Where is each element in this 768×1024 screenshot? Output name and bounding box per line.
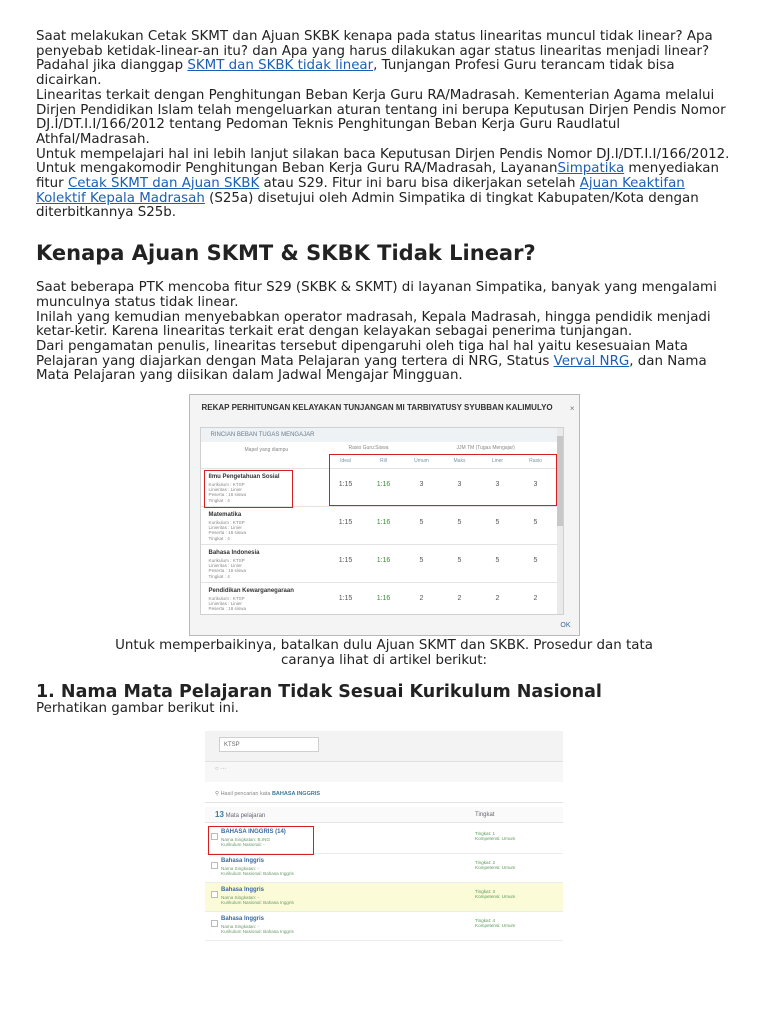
- value-rasio: 5: [533, 519, 538, 527]
- value-maks: 5: [457, 557, 462, 565]
- subject-level: [475, 831, 515, 842]
- intro-p2-text-after: , Tunjangan Profesi Guru terancam tidak bisa dicairkan.: [36, 58, 675, 89]
- filter-bar: [205, 762, 563, 782]
- section2-paragraph-1: Perhatikan gambar berikut ini.: [36, 701, 239, 717]
- section1-p3-a: Dari pengamatan penulis, linearitas tersebut dipengaruhi oleh tiga hal hal yaitu kesesuaian Mata Pelajaran yang diajarkan dengan Mata Pelajaran yang tertera di NRG, Status: [36, 338, 688, 369]
- section1-p3-b: , dan Nama Mata Pelajaran yang diisikan dalam Jadwal Mengajar Mingguan.: [36, 353, 707, 384]
- meta-line: Peserta : 16 siswa: [208, 492, 247, 498]
- level-line: Kompetensi: Umum: [475, 865, 516, 871]
- search-prefix: Hasil pencarian kata: [220, 790, 272, 797]
- value-liner: 5: [495, 519, 500, 527]
- meta-line: Nama Singkatan: -: [221, 923, 260, 929]
- col-umum: Umum: [414, 458, 429, 465]
- level-line: Tingkat: 4: [475, 917, 496, 923]
- meta-line: Linieritas : Linier: [208, 563, 242, 569]
- value-umum: 2: [419, 595, 424, 603]
- subject-name: Bahasa Inggris: [221, 915, 265, 922]
- meta-line: Kurikulum : KTSP: [208, 558, 245, 564]
- intro-p5-c: atau S29. Fitur ini baru bisa dikerjakan setelah: [259, 176, 580, 192]
- result-count: 13: [215, 809, 224, 819]
- meta-line: Peserta : 16 siswa: [208, 606, 247, 612]
- table-row: [201, 544, 563, 583]
- intro-p2-text: Padahal jika dianggap: [36, 58, 188, 74]
- search-result-bar: [205, 785, 563, 803]
- meta-line: Kurikulum Nasional: -: [221, 841, 265, 847]
- level-line: Kompetensi: Umum: [475, 923, 516, 929]
- col-rill: Rill: [380, 458, 387, 465]
- col-ideal: Ideal: [340, 458, 351, 465]
- value-ideal: 1:15: [338, 595, 353, 603]
- value-umum: 5: [419, 519, 424, 527]
- list-item[interactable]: [205, 912, 563, 941]
- col-level: Tingkat: [475, 811, 495, 818]
- row-checkbox[interactable]: [211, 920, 218, 927]
- link-ajuan-keaktifan[interactable]: Ajuan Keaktifan Kolektif Kepala Madrasah: [36, 176, 685, 206]
- highlight-subject-box: [208, 826, 314, 855]
- value-rill: 1:16: [376, 519, 391, 527]
- curriculum-bar: [205, 731, 563, 762]
- rekap-screenshot: [189, 394, 580, 636]
- subject-name: Bahasa Inggris: [221, 886, 265, 893]
- curriculum-select[interactable]: KTSP: [219, 737, 319, 752]
- col-maks: Maks: [453, 458, 466, 465]
- meta-line: Kurikulum : KTSP: [208, 596, 245, 602]
- meta-line: Linieritas : Linier: [208, 601, 242, 607]
- meta-line: Peserta : 16 siswa: [208, 530, 247, 536]
- meta-line: Nama Singkatan: B.ING: [221, 836, 271, 842]
- subject-level: [475, 889, 515, 900]
- section-bar: RINCIAN BEBAN TUGAS MENGAJAR: [201, 428, 563, 442]
- meta-line: Linieritas : Linier: [208, 525, 242, 531]
- search-icon: ⚲: [215, 790, 221, 797]
- intro-paragraph-2: [36, 59, 732, 88]
- subject-name: Ilmu Pengetahuan Sosial: [208, 474, 280, 481]
- value-rasio: 2: [533, 595, 538, 603]
- subject-name: BAHASA INGGRIS (14): [221, 828, 286, 835]
- value-rill: 1:16: [376, 595, 391, 603]
- meta-line: Kurikulum Nasional: Bahasa Inggris: [221, 928, 294, 934]
- subject-meta: [221, 924, 294, 934]
- subject-name: Pendidikan Kewarganegaraan: [208, 588, 294, 595]
- section-heading-nama-mapel: 1. Nama Mata Pelajaran Tidak Sesuai Kurikulum Nasional: [36, 682, 602, 703]
- subject-meta: [209, 596, 247, 612]
- value-liner: 3: [495, 481, 500, 489]
- link-simpatika[interactable]: Simpatika: [557, 161, 625, 177]
- section1-paragraph-1: Saat beberapa PTK mencoba fitur S29 (SKBK & SKMT) di layanan Simpatika, banyak yang mengalami munculnya status tidak linear.: [36, 280, 717, 310]
- value-ideal: 1:15: [338, 519, 353, 527]
- col-liner: Liner: [491, 458, 504, 465]
- subject-meta: [209, 558, 247, 579]
- filter-chip[interactable]: ○ ···: [215, 765, 227, 772]
- intro-p5-b: menyediakan fitur: [36, 161, 719, 192]
- intro-paragraph-5: [36, 162, 732, 221]
- mapel-screenshot: [205, 731, 563, 966]
- group-header-subject: Mapel yang diampu: [244, 447, 289, 454]
- highlight-values-box: [329, 454, 557, 506]
- rekap-panel: [200, 427, 564, 615]
- meta-line: Kurikulum : KTSP: [208, 520, 245, 526]
- search-term: BAHASA INGGRIS: [271, 790, 321, 797]
- subject-name: Bahasa Indonesia: [208, 550, 260, 557]
- meta-line: Nama Singkatan: -: [221, 894, 260, 900]
- value-rill: 1:16: [376, 481, 391, 489]
- value-umum: 3: [419, 481, 424, 489]
- intro-paragraph-1: Saat melakukan Cetak SKMT dan Ajuan SKBK kenapa pada status linearitas muncul tidak linear? Apa penyebab ketidak-linear-an itu? dan Apa yang harus dilakukan agar status linearitas menjadi linear?: [36, 29, 713, 59]
- intro-p5-d: (S25a) disetujui oleh Admin Simpatika di tingkat Kabupaten/Kota dengan diterbitkannya S25b.: [36, 190, 699, 221]
- section1-paragraph-2: Inilah yang kemudian menyebabkan operator madrasah, Kepala Madrasah, hingga pendidik menjadi ketar-ketir. Karena linearitas terkait erat dengan kelayakan sebagai penerima tunjangan.: [36, 309, 711, 340]
- subject-meta: [209, 520, 247, 541]
- subject-level: [475, 918, 515, 929]
- value-ideal: 1:15: [338, 481, 353, 489]
- group-header-jtm: JJM TM (Tugas Mengajar): [456, 445, 515, 452]
- link-cetak-skmt[interactable]: Cetak SKMT dan Ajuan SKBK: [67, 176, 260, 192]
- intro-paragraph-3: Linearitas terkait dengan Penghitungan Beban Kerja Guru RA/Madrasah. Kementerian Agama melalui Dirjen Pendidikan Islam telah mengeluarkan aturan tentang ini berupa Keputusan Dirjen Pendis Nomor DJ.I/DT.I.I/166/2012 tentang Pedoman Teknis Penghitungan Beban Kerja Guru Raudlatul Athfal/Madrasah.: [36, 87, 726, 147]
- col-rasio: Rasio: [529, 458, 542, 465]
- list-item[interactable]: [205, 883, 563, 912]
- list-item[interactable]: [205, 854, 563, 883]
- scrollbar-thumb[interactable]: [557, 436, 563, 526]
- level-line: Kompetensi: Umum: [475, 894, 516, 900]
- value-maks: 2: [457, 595, 462, 603]
- value-ideal: 1:15: [338, 557, 353, 565]
- value-umum: 5: [419, 557, 424, 565]
- meta-line: Tingkat : 4: [208, 573, 230, 579]
- link-verval-nrg[interactable]: Verval NRG: [553, 353, 630, 369]
- meta-line: Nama Singkatan: -: [221, 865, 260, 871]
- group-header-ratio: Rasio Guru:Siswa: [348, 445, 389, 452]
- value-maks: 5: [457, 519, 462, 527]
- value-rasio: 5: [533, 557, 538, 565]
- subject-name: Bahasa Inggris: [221, 857, 265, 864]
- row-checkbox[interactable]: [211, 891, 218, 898]
- level-line: Tingkat: 3: [475, 888, 496, 894]
- meta-line: Peserta : 16 siswa: [208, 568, 247, 574]
- value-liner: 5: [495, 557, 500, 565]
- figure-caption: Untuk memperbaikinya, batalkan dulu Ajuan SKMT dan SKBK. Prosedur dan tata caranya lihat di artikel berikut:: [115, 638, 653, 669]
- highlight-subject-box: [204, 470, 293, 508]
- result-count-label: Mata pelajaran: [223, 812, 266, 819]
- value-rasio: 3: [533, 481, 538, 489]
- table-row: [201, 506, 563, 545]
- value-rill: 1:16: [376, 557, 391, 565]
- subject-meta: [221, 866, 294, 876]
- meta-line: Linieritas : Linier: [208, 487, 242, 493]
- value-liner: 2: [495, 595, 500, 603]
- intro-paragraph-4: Untuk mempelajari hal ini lebih lanjut silakan baca Keputusan Dirjen Pendis Nomor DJ.I/DT.I.I/166/2012.: [36, 146, 730, 162]
- close-icon[interactable]: ×: [569, 404, 575, 414]
- link-skmt-skbk-tidak-linear[interactable]: SKMT dan SKBK tidak linear: [187, 58, 374, 74]
- row-checkbox[interactable]: [211, 862, 218, 869]
- subject-meta: [221, 895, 294, 905]
- level-line: Tingkat: 1: [475, 830, 496, 836]
- subject-level: [475, 860, 515, 871]
- section-heading-kenapa: Kenapa Ajuan SKMT & SKBK Tidak Linear?: [36, 241, 536, 266]
- ok-button[interactable]: OK: [560, 622, 571, 630]
- subject-name: Matematika: [208, 512, 242, 519]
- meta-line: Kurikulum Nasional: Bahasa Inggris: [221, 899, 294, 905]
- level-line: Tingkat: 2: [475, 859, 496, 865]
- value-maks: 3: [457, 481, 462, 489]
- table-row: [201, 582, 563, 621]
- meta-line: Tingkat : 4: [208, 497, 230, 503]
- section1-paragraph-3: [36, 340, 732, 384]
- level-line: Kompetensi: Umum: [475, 836, 516, 842]
- meta-line: Kurikulum : KTSP: [208, 482, 245, 488]
- meta-line: Kurikulum Nasional: Bahasa Inggris: [221, 870, 294, 876]
- intro-p5-a: Untuk mengakomodir Penghitungan Beban Kerja Guru RA/Madrasah, Layanan: [36, 161, 558, 177]
- result-count-bar: [205, 807, 563, 823]
- meta-line: Tingkat : 4: [208, 535, 230, 541]
- rekap-title: REKAP PERHITUNGAN KELAYAKAN TUNJANGAN MI TARBIYATUSY SYUBBAN KALIMULYO: [201, 403, 553, 413]
